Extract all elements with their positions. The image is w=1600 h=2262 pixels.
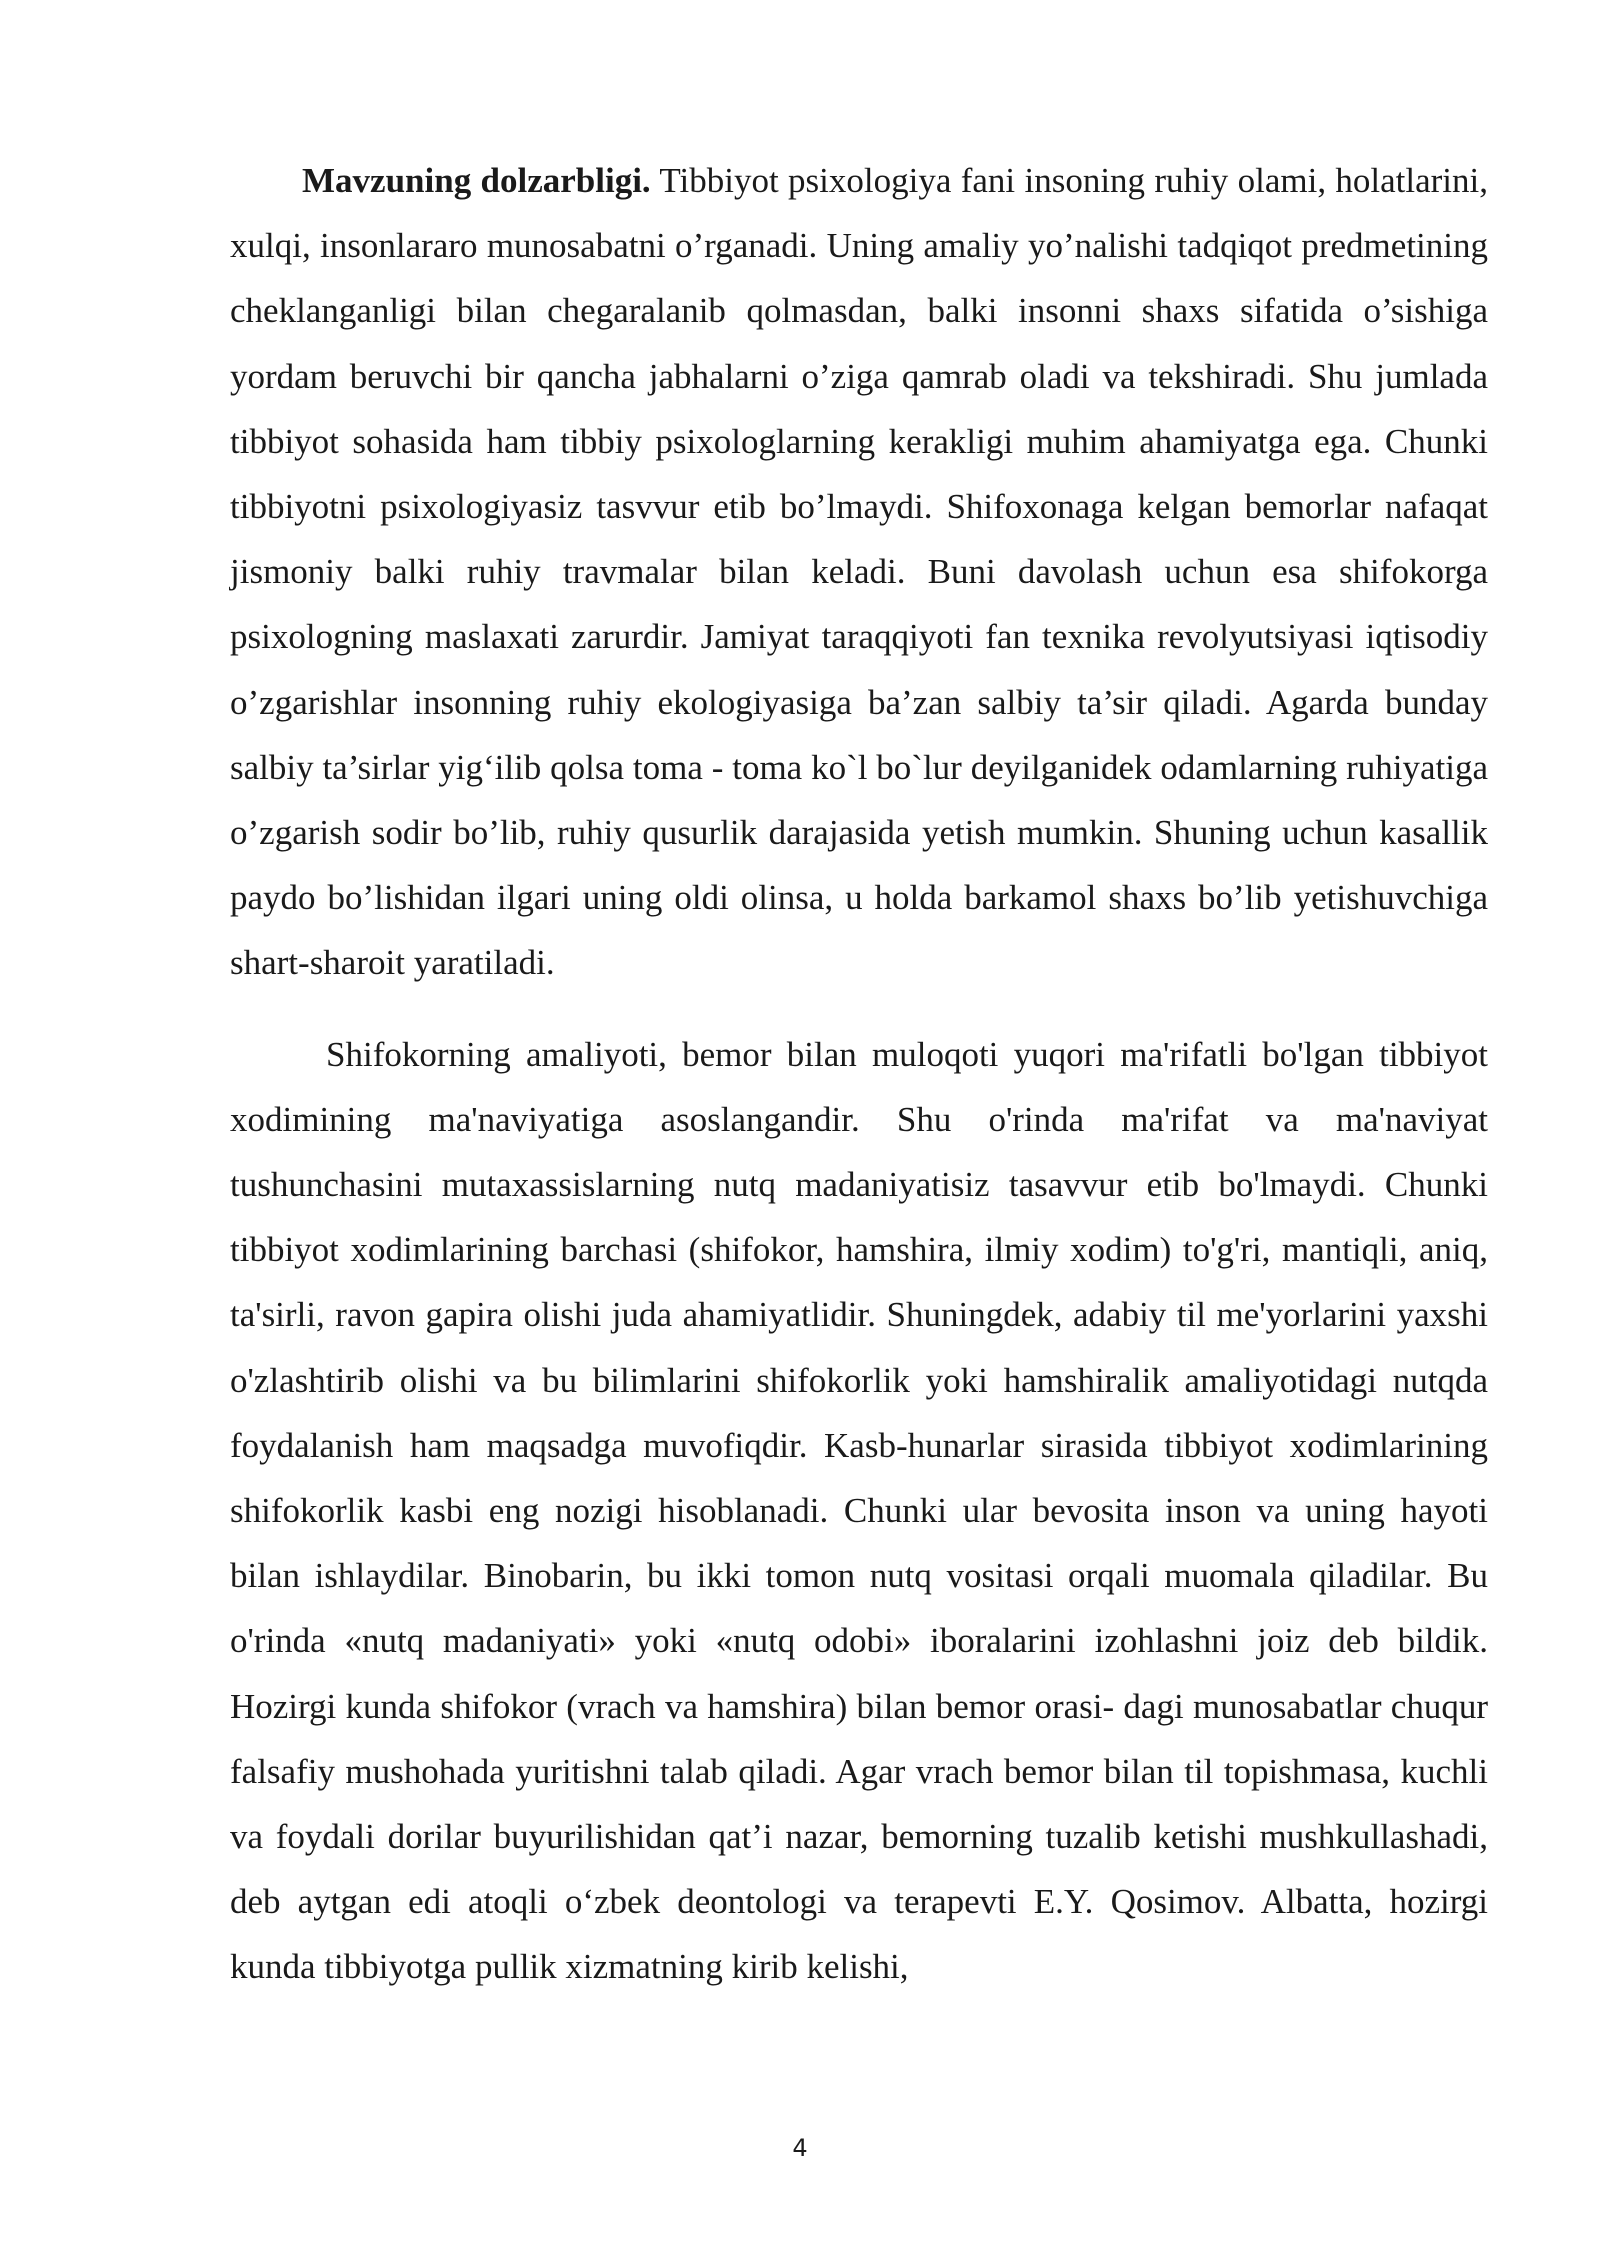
paragraph-relevance [230, 148, 1488, 996]
document-body [230, 148, 1488, 2000]
paragraph-practice: Shifokorning amaliyoti, bemor bilan muloqoti yuqori ma'rifatli bo'lgan tibbiyot xodimining ma'naviyatiga asoslangandir. Shu o'rinda ma'rifat va ma'naviyat tushunchasini mutaxassislarning nutq madaniyatisiz tasavvur etib bo'lmaydi. Chunki tibbiyot xodimlarining barchasi (shifokor, hamshira, ilmiy xodim) to'g'ri, mantiqli, aniq, ta'sirli, ravon gapira olishi juda ahamiyatlidir. Shuningdek, adabiy til me'yorlarini yaxshi o'zlashtirib olishi va bu bilimlarini shifokorlik yoki hamshiralik amaliyotidagi nutqda foydalanish ham maqsadga muvofiqdir. Kasb-hunarlar sirasida tibbiyot xodimlarining shifokorlik kasbi eng nozigi hisoblanadi. Chunki ular bevosita inson va uning hayoti bilan ishlaydilar. Binobarin, bu ikki tomon nutq vositasi orqali muomala qiladilar. Bu o'rinda «nutq madaniyati» yoki «nutq odobi» iboralarini izohlashni joiz deb bildik. Hozirgi kunda shifokor (vrach va hamshira) bilan bemor orasi- dagi munosabatlar chuqur falsafiy mushohada yuritishni talab qiladi. Agar vrach bemor bilan til topishmasa, kuchli va foydali dorilar buyurilishidan qat’i nazar, bemorning tuzalib ketishi mushkullashadi, deb aytgan edi atoqli o‘zbek deontologi va terapevti E.Y. Qosimov. Albatta, hozirgi kunda tibbiyotga pullik xizmatning kirib kelishi, [230, 1034, 1488, 1987]
page-number: 4 [792, 2134, 808, 2162]
paragraph-relevance-text: Tibbiyot psixologiya fani insoning ruhiy olami, holatlarini, xulqi, insonlararo munosabatni o’rganadi. Uning amaliy yo’nalishi tadqiqot predmetining cheklanganligi bilan chegaralanib qolmasdan, balki insonni shaxs sifatida o’sishiga yordam beruvchi bir qancha jabhalarni o’ziga qamrab oladi va tekshiradi. Shu jumlada tibbiyot sohasida ham tibbiy psixologlarning kerakligi muhim ahamiyatga ega. Chunki tibbiyotni psixologiyasiz tasvvur etib bo’lmaydi. Shifoxonaga kelgan bemorlar nafaqat jismoniy balki ruhiy travmalar bilan keladi. Buni davolash uchun esa shifokorga psixologning maslaxati zarurdir. Jamiyat taraqqiyoti fan texnika revolyutsiyasi iqtisodiy o’zgarishlar insonning ruhiy ekologiyasiga ba’zan salbiy ta’sir qiladi. Agarda bunday salbiy ta’sirlar yig‘ilib qolsa toma - toma ko`l bo`lur deyilganidek odamlarning ruhiyatiga o’zgarish sodir bo’lib, ruhiy qusurlik darajasida yetish mumkin. Shuning uchun kasallik paydo bo’lishidan ilgari uning oldi olinsa, u holda barkamol shaxs bo’lib yetishuvchiga shart-sharoit yaratiladi. [230, 161, 1488, 983]
paragraph-lead-heading: Mavzuning dolzarbligi. [302, 161, 651, 200]
